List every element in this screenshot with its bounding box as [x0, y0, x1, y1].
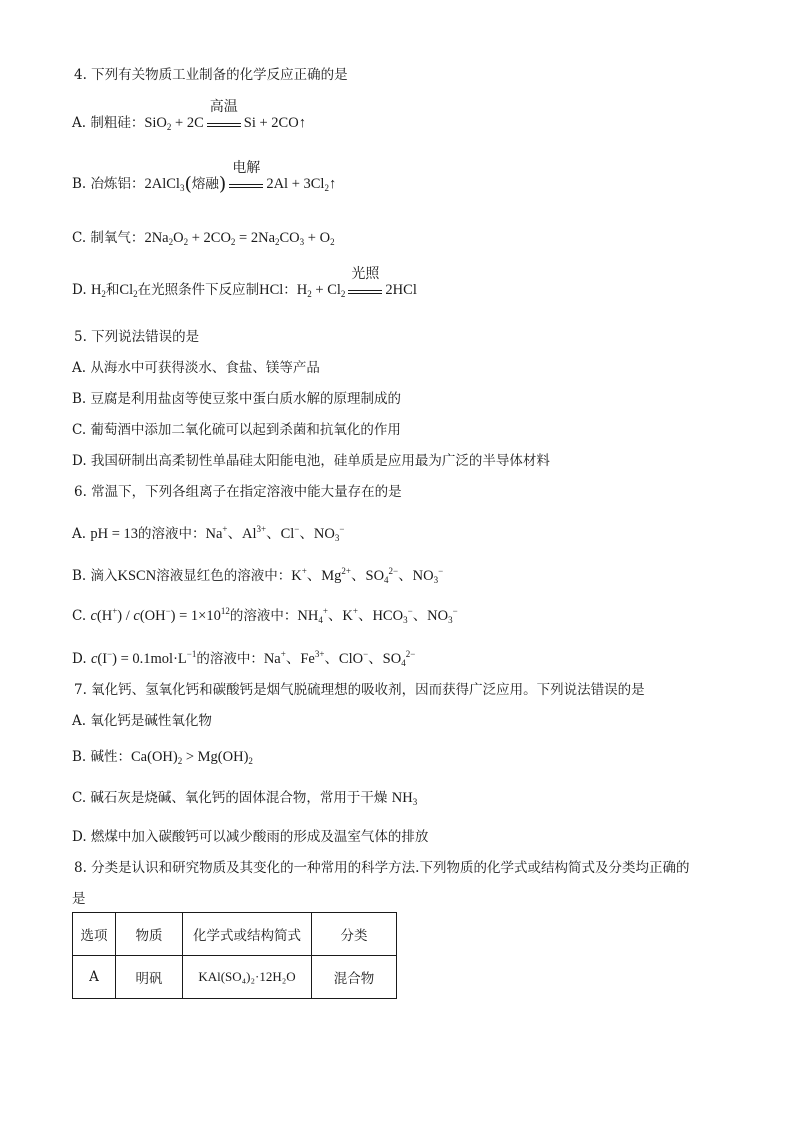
table-header-cell: 选项 [73, 913, 116, 956]
table-header-cell: 分类 [312, 913, 397, 956]
table-row [73, 956, 397, 999]
table-cell: KAl(SO₄)₂·12H₂O [183, 956, 312, 999]
q5-stem: 5. 下列说法错误的是 [74, 329, 200, 345]
q5-option-c: C. 葡萄酒中添加二氧化硫可以起到杀菌和抗氧化的作用 [72, 422, 401, 438]
table-header-cell: 化学式或结构简式 [183, 913, 312, 956]
q8-stem-line2: 是 [72, 891, 86, 907]
table-cell: 混合物 [312, 956, 397, 999]
q4-option-b: B. 冶炼铝：2AlCl$_3$(熔融) 电解 $2Al + 3Cl_2↑$ [72, 159, 337, 195]
q8-stem-line1: 8. 分类是认识和研究物质及其变化的一种常用的科学方法.下列物质的化学式或结构简式及分类均正确的 [74, 860, 690, 876]
q6-option-d: D. $c(I^-) = 0.1mol\cdot L^{-1}$的溶液中：Na+、$Fe^{3+}$、ClO−、$SO_4^{2-}$ [72, 649, 416, 668]
q4-option-a: A. 制粗硅：SiO$_2$ + 2C 高温 Si + 2CO↑ [72, 98, 306, 132]
q5-option-d: D. 我国研制出高柔韧性单晶硅太阳能电池，硅单质是应用最为广泛的半导体材料 [72, 453, 550, 469]
q4-option-d: D. $H_2$和$Cl_2$在光照条件下反应制HCl：$H_2 + Cl_2$ 光照 2HCl [72, 265, 417, 299]
q5-option-a: A. 从海水中可获得淡水、食盐、镁等产品 [72, 360, 320, 376]
q4-a-label: A. 制粗硅： [72, 115, 145, 131]
q7-stem: 7. 氧化钙、氢氧化钙和碳酸钙是烟气脱硫理想的吸收剂，因而获得广泛应用。下列说法错误的是 [74, 682, 645, 698]
q4-b-molten: 熔融 [191, 176, 219, 192]
q6-option-c: C. $c(H^+) / c(OH^-) = 1\times 10^{12}$的溶液中：$NH_4^+$、K+、$HCO_3^-$、$NO_3^-$ [72, 606, 458, 625]
q4-stem: 4. 下列有关物质工业制备的化学反应正确的是 [74, 67, 348, 83]
table-cell: 明矾 [116, 956, 183, 999]
q5-option-b: B. 豆腐是利用盐卤等使豆浆中蛋白质水解的原理制成的 [72, 391, 402, 407]
q7-option-c: C. 碱石灰是烧碱、氧化钙的固体混合物，常用于干燥 $NH_3$ [72, 790, 418, 807]
q4-d-label: D. [72, 282, 87, 298]
q4-option-c: C. 制氧气：$2Na_2O_2 + 2CO_2 = 2Na_2CO_3 + O_2$ [72, 230, 335, 247]
q7-option-b: B. 碱性：$Ca(OH)_2 > Mg(OH)_2$ [72, 749, 253, 766]
q6-option-b: B. 滴入KSCN溶液显红色的溶液中：K+、$Mg^{2+}$、$SO_4^{2-}$、$NO_3^-$ [72, 566, 444, 585]
q6-stem: 6. 常温下，下列各组离子在指定溶液中能大量存在的是 [74, 484, 402, 500]
q6-option-a: A. pH = 13的溶液中：Na+、$Al^{3+}$、Cl−、$NO_3^-$ [72, 524, 345, 543]
q4-a-condition: 高温 [205, 115, 243, 133]
q4-b-condition: 电解 [227, 176, 265, 194]
q7-option-a: A. 氧化钙是碱性氧化物 [72, 713, 212, 729]
q4-d-condition: 光照 [346, 282, 384, 300]
q4-b-label: B. 冶炼铝： [72, 176, 145, 192]
q4-c-label: C. 制氧气： [72, 230, 145, 246]
q7-option-d: D. 燃煤中加入碳酸钙可以减少酸雨的形成及温室气体的排放 [72, 829, 429, 845]
table-header-cell: 物质 [116, 913, 183, 956]
table-cell: A [73, 956, 116, 999]
q8-table [72, 912, 397, 999]
table-header-row [73, 913, 397, 956]
